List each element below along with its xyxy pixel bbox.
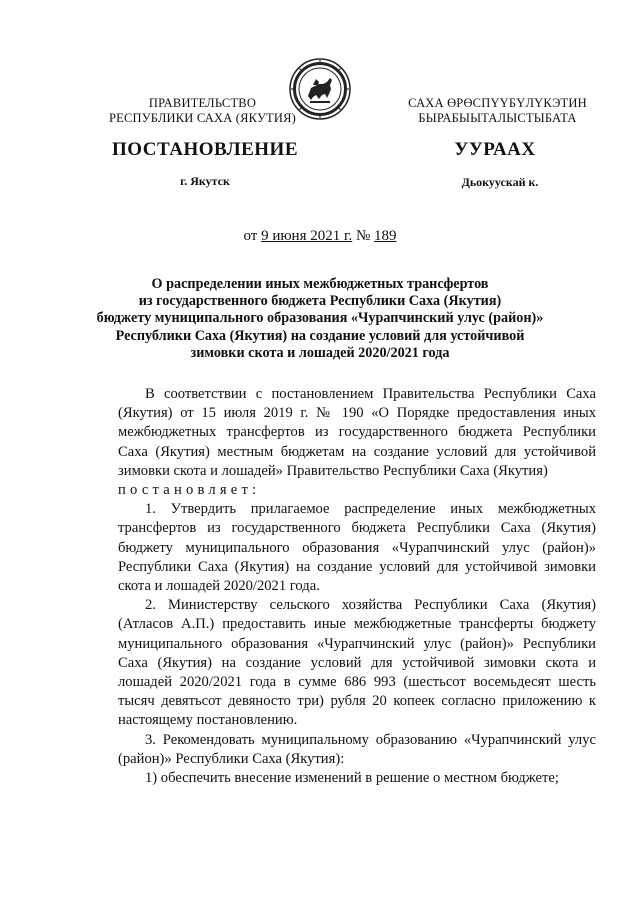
item-2-paragraph: 2. Министерству сельского хозяйства Республики Саха (Якутия) (Атласов А.П.) предоставить иные межбюджетные трансферты бюджету муниципального образования «Чурапчинский улус (район)» Республики Саха (Якутия) на создание условий для устойчивой зимовки скота и лошадей 2020/2021 года в сумме 686 993 (шестьсот восемьдесят шесть тысяч девятьсот девяносто три) рубля 20 копеек согласно приложению к настоящему постановлению. [118,597,596,729]
org-left-line1: ПРАВИТЕЛЬСТВО [148,96,257,110]
doctype-ru: ПОСТАНОВЛЕНИЕ [111,139,299,160]
preamble-paragraph: В соответствии с постановлением Правительства Республики Саха (Якутия) от 15 июля 2019 г. № 190 «О Порядке предоставления иных межбюджетных трансфертов из государственного бюджета Республики Саха (Якутия) местным бюджетам на создание условий для устойчивой зимовки скота и лошадей» Правительство Республики Саха (Якутия) [118,386,596,479]
document-title [95,276,545,362]
title-line: Республики Саха (Якутия) на создание условий для устойчивой [115,327,525,344]
title-line: бюджету муниципального образования «Чурапчинский улус (район)» [96,310,544,327]
item-3-paragraph: 3. Рекомендовать муниципальному образованию «Чурапчинский улус (район)» Республики Саха (Якутия): [118,731,596,767]
org-right-line1: САХА ӨРӨСПҮҮБҮЛҮКЭТИН [408,96,587,110]
date-and-number [0,228,640,245]
document-date: 9 июня 2021 г. [261,228,353,244]
document-body [118,385,596,788]
government-name-ru [95,96,310,126]
title-line: О распределении иных межбюджетных трансфертов [151,276,489,292]
item-3-1-paragraph: 1) обеспечить внесение изменений в решение о местном бюджете; [145,770,559,787]
city-sakha: Дьокуускай к. [461,175,539,189]
resolves-paragraph [118,481,596,500]
document-number: 189 [374,228,397,244]
government-name-sakha [390,96,605,126]
org-left-line2: РЕСПУБЛИКИ САХА (ЯКУТИЯ) [109,111,296,125]
title-line: из государственного бюджета Республики Саха (Якутия) [138,293,502,310]
number-prefix: № [352,228,375,244]
city-ru: г. Якутск [180,174,230,188]
resolves-word: постановляет: [118,482,261,499]
title-line: зимовки скота и лошадей 2020/2021 года [190,344,450,361]
date-prefix: от [243,228,262,244]
org-right-line2: БЫРАБЫЫТАЛЫСТЫБАТА [418,111,577,125]
doctype-sakha: УУРААХ [454,139,536,160]
item-1-paragraph: 1. Утвердить прилагаемое распределение иных межбюджетных трансфертов из государственного бюджета Республики Саха (Якутия) бюджету муниципального образования «Чурапчинский улус (район)» Республики Саха (Якутия) на создание условий для устойчивой зимовки скота и лошадей 2020/2021 года. [118,501,596,595]
